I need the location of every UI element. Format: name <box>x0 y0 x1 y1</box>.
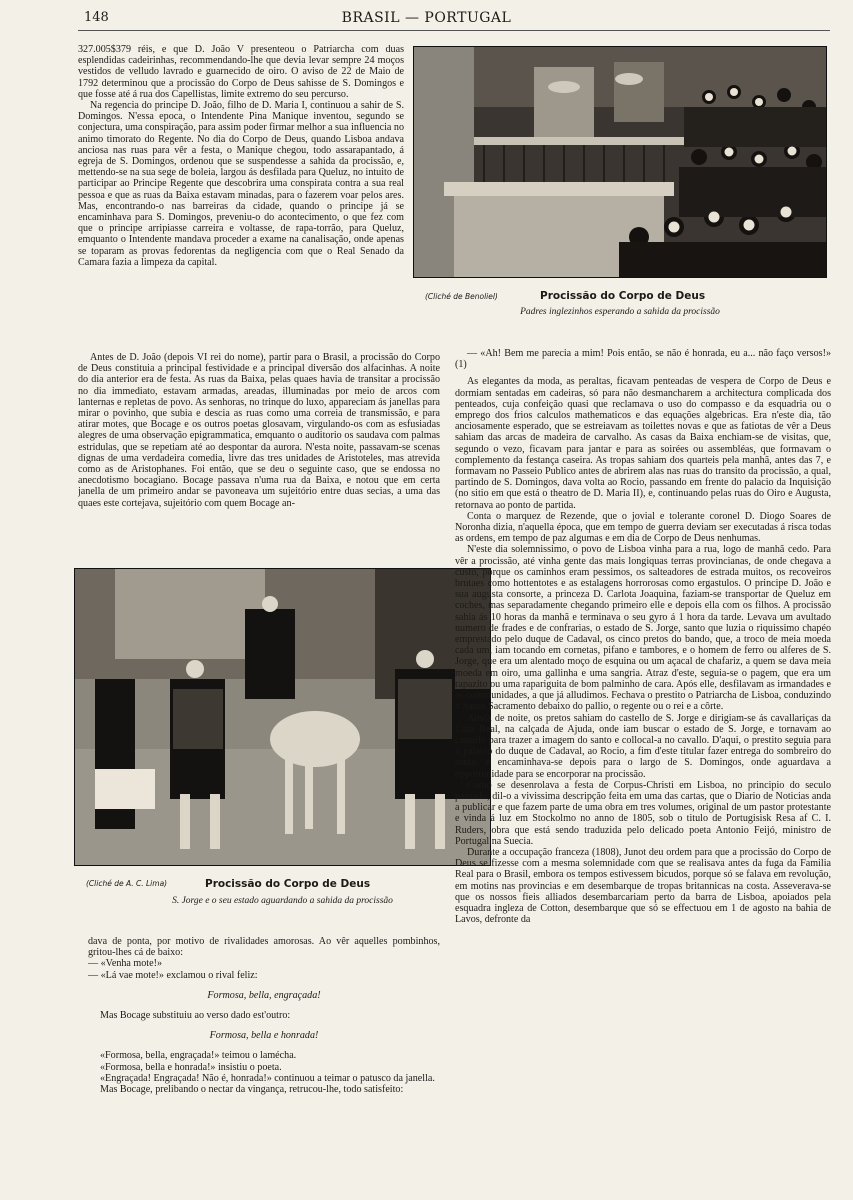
caption-subtitle-top: Padres inglezinhos esperando a sahida da procissão <box>520 307 720 317</box>
verse-line: Formosa, bella, engraçada! <box>207 989 321 1001</box>
paragraph: Como se desenrolava a festa de Corpus-Christi em Lisboa, no principio do seculo passado, dil-o a vivissima descripção feita em uma das cartas, que o Diario de Noticias anda a publicar e que fazem parte de uma obra em tres volumes, original de um pastor protestante e vinda á luz em Stockolmo no anno de 1805, sob o titulo de Portugisisk Resa af C. I. Ruders, obra que está sendo traduzida pelo delicado poeta Antonio Feijó, ministro de Portugal na Suecia. <box>455 779 831 847</box>
column-left-upper <box>78 352 440 548</box>
quote-line: «Formosa, bella e honrada!» insistiu o poeta. <box>100 1061 282 1073</box>
caption-subtitle-mid: S. Jorge e o seu estado aguardando a sahida da procissão <box>172 896 393 906</box>
paragraph: 327.005$379 réis, e que D. João V presenteou o Patriarcha com duas esplendidas cadeirinhas, recommendando-lhe que devia levar sempre 24 moços vestidos de velludo lavrado e guarnecido de oiro. O aviso de 22 de Maio de 1792 determinou que a procissão do Corpo de Deus sahisse de S. Domingos e que fosse até á rua dos Capellistas, limite extremo do seu percurso. <box>78 44 404 100</box>
quote-line: «Engraçada! Engraçada! Não é, honrada!» continuou a teimar o patusco da janella. <box>100 1072 435 1084</box>
caption-title-mid: Procissão do Corpo de Deus <box>205 878 371 890</box>
paragraph: Mas Bocage substituiu ao verso dado est'outro: <box>100 1010 291 1022</box>
dialogue-line: — «Venha mote!» <box>88 958 163 970</box>
paragraph: As elegantes da moda, as peraltas, ficavam penteadas de vespera de Corpo de Deus e dormiam sentadas em cadeiras, só para não desmancharem a architectura complicada dos penteados, cuja confeição quasi que reclamava o uso do compasso e da esquadria ou o emprego dos frios calculos mathematicos e das equações algebricas. Era n'este dia, tão anciosamente esperado, que se estreiavam as toilettes novas e que as fatiotas de vêr a Deus sahiam das arcas de madeira de carvalho. As casas da Baixa enchiam-se de visitas, que, segundo o vezo, ficavam para jantar e para as soirées ou assembléas, que formavam o complemento da festança caseira. As tropas sahiam dos quarteis pela manhã, antes das 7, e formavam no Passeio Publico antes de abrirem alas nas ruas do transito da procissão, a qual, partindo de S. Domingos, dava volta ao Rocio, passando em frente do palacio da Inquisição (no sitio em que está o theatro de D. Maria II), e, continuando pelas ruas do Oiro e Augusta, retornava ao ponto de partida. <box>455 376 831 511</box>
photo-s-jorge <box>74 568 491 866</box>
paragraph: dava de ponta, por motivo de rivalidades amorosas. Ao vêr aquelles pombinhos, gritou-lhes cá de baixo: <box>88 936 440 959</box>
paragraph: — «Ah! Bem me parecia a mim! Pois então, se não é honrada, eu a... não faço versos!» (1) <box>455 348 831 371</box>
column-right <box>455 348 831 1148</box>
paragraph: Ainda de noite, os pretos sahiam do castello de S. Jorge e dirigiam-se ás cavallariças da Casa Real, na calçada de Ajuda, onde iam buscar o estado de S. Jorge, e tornavam ao castello para trazer a imagem do santo e collocal-a no cavallo. D'aqui, o prestito seguia para o palacio do duque de Cadaval, ao Rocio, a fim d'este titular fazer entrega do sombreiro do santo, e encaminhava-se depois para o largo de S. Domingos, onde aguardava a opportunidade para se encorporar na procissão. <box>455 712 831 780</box>
column-top-left <box>78 44 404 353</box>
photo-padres-inglezinhos <box>413 46 827 278</box>
photo-credit-lima: (Cliché de A. C. Lima) <box>86 879 168 888</box>
paragraph: Conta o marquez de Rezende, que o jovial e tolerante coronel D. Diogo Soares de Noronha dizia, n'aquella época, que em tempo de guerra deviam ser executadas á risca todas as ordens, em tempo de paz algumas e em dia de Corpo de Deus nenhumas. <box>455 510 831 545</box>
photo-credit-benoliel: (Cliché de Benoliel) <box>425 292 498 301</box>
verse-line: Formosa, bella e honrada! <box>209 1030 319 1042</box>
photo-balcony-image <box>414 47 827 278</box>
photo-procession-image <box>75 569 491 866</box>
page-number: 148 <box>84 10 109 25</box>
paragraph: Na regencia do principe D. João, filho de D. Maria I, continuou a sahir de S. Domingos. N'essa epoca, o Intendente Pina Manique inventou, segundo se conjectura, uma conspiração, para assim poder firmar melhor a sua influencia no animo timorato do Regente. No dia do Corpo de Deus, quando Lisboa andava anciosa nas ruas para vêr a festa, o Manique chegou, todo assarapantado, á egreja de S. Domingos, ordenou que se suspendesse a sahida da procissão, e, mettendo-se na sua sege de boleia, largou ás desfilada para Queluz, no intuito de participar ao Principe Regente que descobrira uma conspirata contra a sua real pessoa e que as ruas da Baixa estavam minadas, para o fazerem voar pelos ares. Mas, encontrando-o nas barreiras da cidade, quando o principe já se encaminhava para S. Domingos, preveniu-o do acontecimento, o que fez com que o principe arripiasse carreira e voltasse, de rapa-torrão, para Queluz, emquanto o Intendente mandava proceder a exame na canalisação, onde apenas se toparam as provas fedorentas da negligencia com que o Real Senado da Camara fazia a limpeza da capital. <box>78 100 404 268</box>
header-rule <box>78 30 830 31</box>
paragraph: N'este dia solemnissimo, o povo de Lisboa vinha para a rua, logo de manhã cedo. Para vêr a procissão, até vinha gente das mais longiquas terras provincianas, de onde chegava a custo, porque os caminhos eram pessimos, os salteadores de estrada muitos, os recoveiros brutaes como hottentotes e as estalagens horrorosas como ergastulos. O principe D. João e sua augusta consorte, a princeza D. Carlota Joaquina, faziam-se transportar de Queluz em coches, mas separadamente chegando primeiro elle e depois ella com os filhos. A procissão sahia ás 10 horas da manhã e terminava o seu gyro á 1 hora da tarde. Levava um avultado numero de frades e de confrarias, o estado de S. Jorge, santo que luzia o riquissimo chapéo emprestado pelo duque de Cadaval, os cinco pretos do bando, que, a troco de meia moeda cada um, iam tocando em cornetas, pifano e tambores, e o homem de ferro ou alferes de S. Jorge, que era um alentado moço de esquina ou um açacal de chafariz, a quem se dava meia moeda em oiro, uma gallinha e uma sangria. Atraz d'este, seguia-se o pagem, que era um rapazito ou uma rapariguita de bom palminho de cara. Após elle, desfilavam as irmandades e as communidades, a que já alludimos. Fechava o prestito o Patriarcha de Lisboa, conduzindo o Santo Sacramento debaixo do pallio, o regente ou o rei e a côrte. <box>455 544 831 713</box>
column-left-lower <box>88 936 440 1146</box>
paragraph: Antes de D. João (depois VI rei do nome), partir para o Brasil, a procissão do Corpo de Deus constituia a principal festividade e a principal diversão dos alfacinhas. A noite do dia anterior era de festa. As ruas da Baixa, pelas quaes havia de transitar a procissão no dia immediato, estavam armadas, areadas, illuminadas por meio de arcos com lanternas e repletas de povo. As senhoras, no trinque do luxo, appareciam ás janellas para mirar o povinho, que subia e descia as ruas como uma correia de transmissão, e para atirar motes, que Bocage e os outros poetas glosavam, virgulando-os com as esfusiadas alegres de uma observação epigrammatica, emquanto o auditorio os saudava com palmas estridulas, que se repetiam até ao despontar da aurora. N'esta noite, passavam-se scenas dignas de uma verdadeira comedia, livre das tres unidades de Aristoteles, mas atrevida como as de Aristophanes. Foi então, que se deu o seguinte caso, que se endossa no anecdotismo bocagiano. Bocage passava n'uma rua da Baixa, e notou que em certa janella de um primeiro andar se pavoneava um sujeitório entre duas secias, a uma das quaes este cortejava, sujeitório com quem Bocage an- <box>78 352 440 509</box>
caption-title-top: Procissão do Corpo de Deus <box>540 290 706 302</box>
paragraph: Mas Bocage, prelibando o nectar da vingança, retrucou-lhe, todo satisfeito: <box>100 1084 404 1096</box>
running-title: BRASIL — PORTUGAL <box>341 10 512 26</box>
paragraph: Durante a occupação franceza (1808), Junot deu ordem para que a procissão do Corpo de Deus se fizesse com a mesma solemnidade com que se realisava antes da fuga da Familia Real para o Brasil, embora os tempos estivessem bicudos, porque só se falava em revolução, em motins nas provincias e em desembarque de tropas britannicas na costa. Asseverava-se que os nossos fieis alliados desembarcariam perto da barra de Lisboa, apoiados pela esquadra ingleza de Cotton, desembarque que só se effectuou em 1 de agosto na bahia de Lavos, defronte da <box>455 846 831 926</box>
dialogue-line: — «Lá vae mote!» exclamou o rival feliz: <box>88 969 258 981</box>
quote-line: «Formosa, bella, engraçada!» teimou o lamécha. <box>100 1050 297 1062</box>
